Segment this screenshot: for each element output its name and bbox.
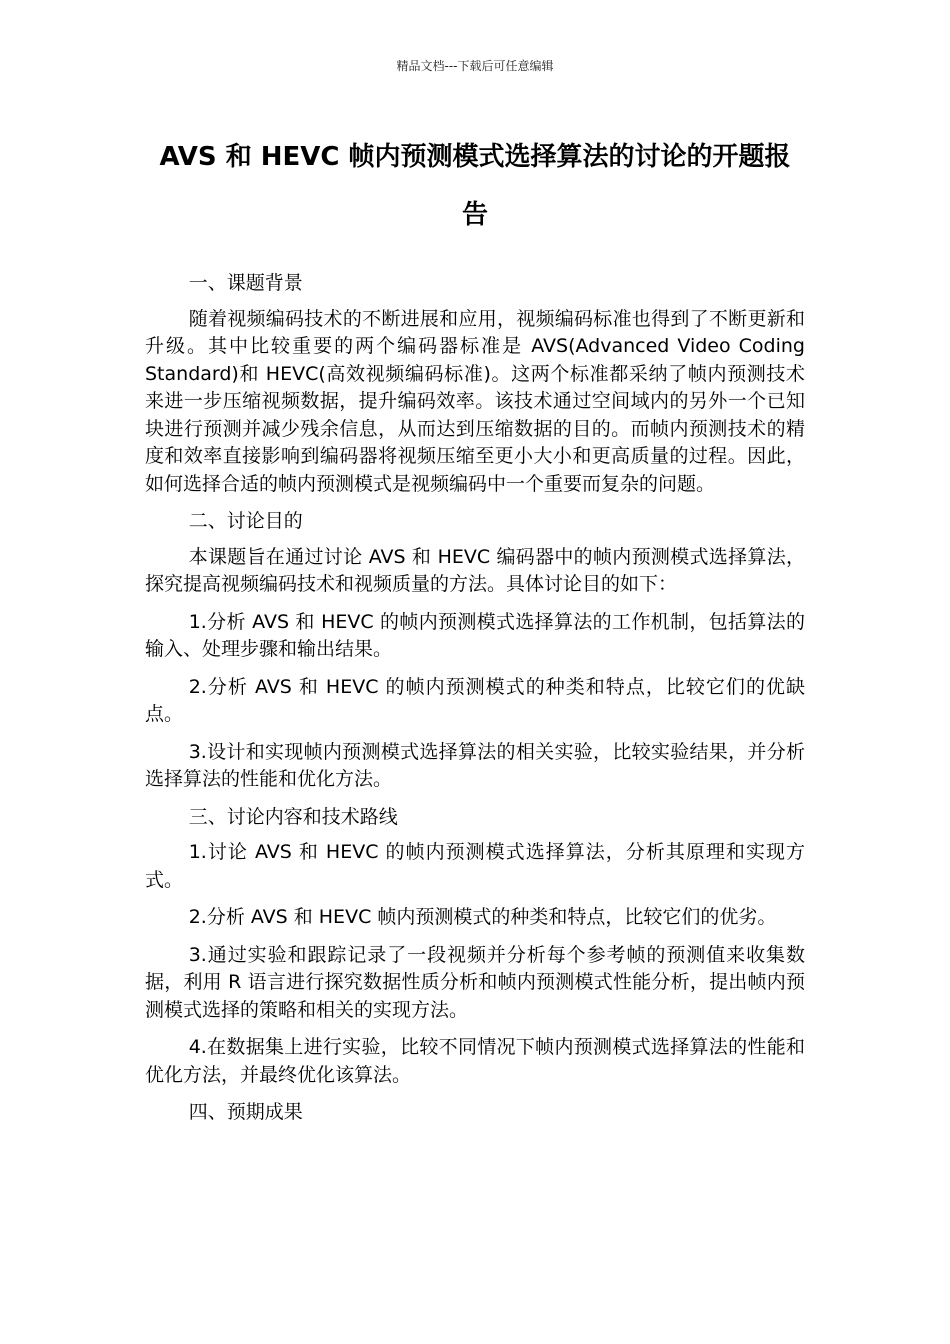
page-header: 精品文档---下载后可任意编辑 [396, 59, 554, 73]
content-item-3: 3.通过实验和跟踪记录了一段视频并分析每个参考帧的预测值来收集数据，利用 R 语言进行探究数据性质分析和帧内预测模式性能分析，提出帧内预测模式选择的策略和相关的实现方法。 [145, 943, 805, 1021]
document-title: AVS 和 HEVC 帧内预测模式选择算法的讨论的开题报告 [159, 142, 791, 230]
paragraph-purpose: 本课题旨在通过讨论 AVS 和 HEVC 编码器中的帧内预测模式选择算法，探究提高视频编码技术和视频质量的方法。具体讨论目的如下： [145, 545, 805, 595]
section-heading-expected-results: 四、预期成果 [188, 1101, 303, 1123]
content-item-2: 2.分析 AVS 和 HEVC 帧内预测模式的种类和特点，比较它们的优劣。 [188, 906, 777, 928]
purpose-item-2: 2.分析 AVS 和 HEVC 的帧内预测模式的种类和特点，比较它们的优缺点。 [145, 675, 805, 725]
section-heading-purpose: 二、讨论目的 [188, 510, 303, 532]
content-item-1: 1.讨论 AVS 和 HEVC 的帧内预测模式选择算法，分析其原理和实现方式。 [145, 841, 805, 891]
purpose-item-3: 3.设计和实现帧内预测模式选择算法的相关实验，比较实验结果，并分析选择算法的性能和优化方法。 [145, 740, 805, 790]
section-heading-content: 三、讨论内容和技术路线 [188, 805, 398, 828]
content-item-4: 4.在数据集上进行实验，比较不同情况下帧内预测模式选择算法的性能和优化方法，并最终优化该算法。 [145, 1036, 805, 1086]
document-body [145, 270, 805, 1135]
section-heading-background: 一、课题背景 [188, 272, 303, 294]
purpose-item-1: 1.分析 AVS 和 HEVC 的帧内预测模式选择算法的工作机制，包括算法的输入、处理步骤和输出结果。 [145, 610, 805, 660]
paragraph-background: 随着视频编码技术的不断进展和应用，视频编码标准也得到了不断更新和升级。其中比较重要的两个编码器标准是 AVS(Advanced Video Coding Standard)和 HEVC(高效视频编码标准)。这两个标准都采纳了帧内预测技术来进一步压缩视频数据，提升编码效率。该技术通过空间域内的另外一个已知块进行预测并减少残余信息，从而达到压缩数据的目的。而帧内预测技术的精度和效率直接影响到编码器将视频压缩至更小大小和更高质量的过程。因此，如何选择合适的帧内预测模式是视频编码中一个重要而复杂的问题。 [145, 307, 805, 495]
